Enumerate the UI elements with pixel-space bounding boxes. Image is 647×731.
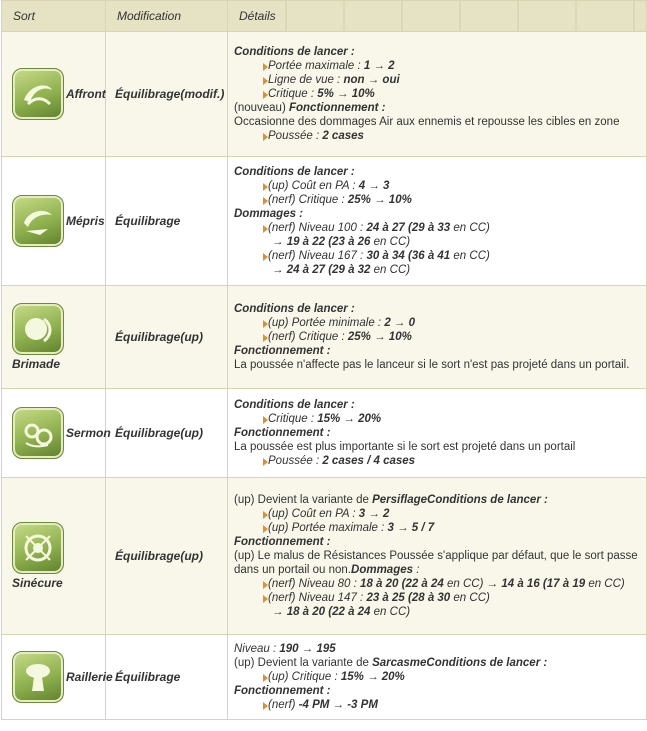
modification-cell: Équilibrage bbox=[106, 635, 228, 720]
modification-cell: Équilibrage(up) bbox=[106, 478, 228, 635]
details-cell: Conditions de lancer : (up) Portée minimale : 2 → 0 (nerf) Critique : 25% → 10% Fonctionnement : La poussée n'affecte pas le lanceur si le sort n'est pas projeté dans un portail. bbox=[228, 286, 647, 389]
sermon-spell-icon bbox=[12, 407, 64, 459]
details-cell: Niveau : 190 → 195 (up) Devient la variante de SarcasmeConditions de lancer : (up) Critique : 15% → 20% Fonctionnement : (nerf) -4 PM → -3 PM bbox=[228, 635, 647, 720]
sort-cell bbox=[2, 478, 106, 635]
spell-name: Raillerie bbox=[66, 670, 113, 684]
sort-cell bbox=[2, 32, 106, 157]
header-sort: Sort bbox=[2, 1, 106, 32]
table-row bbox=[2, 32, 647, 157]
modification-cell: Équilibrage(modif.) bbox=[106, 32, 228, 157]
spell-name: Sinécure bbox=[12, 576, 63, 590]
details-cell: Conditions de lancer : (up) Coût en PA : 4 → 3 (nerf) Critique : 25% → 10% Dommages : (nerf) Niveau 100 : 24 à 27 (29 à 33 en CC) → 19 à 22 (23 à 26 en CC) (nerf) Niveau 167 : 30 à 34 (36 à 41 en CC) → 24 à 27 (29 à 32 en CC) bbox=[228, 157, 647, 286]
table-row bbox=[2, 286, 647, 389]
header-modification: Modification bbox=[106, 1, 228, 32]
sort-cell bbox=[2, 286, 106, 389]
spell-name: Brimade bbox=[12, 357, 61, 371]
table-row bbox=[2, 157, 647, 286]
spell-name: Sermon bbox=[66, 426, 111, 440]
sinecure-spell-icon bbox=[12, 522, 64, 574]
table-row bbox=[2, 389, 647, 478]
spell-name: Affront bbox=[66, 87, 106, 101]
modification-cell: Équilibrage(up) bbox=[106, 389, 228, 478]
sort-cell bbox=[2, 389, 111, 478]
table-row bbox=[2, 635, 647, 720]
sort-cell bbox=[2, 635, 113, 720]
sort-cell bbox=[2, 157, 106, 286]
spell-changes-table bbox=[1, 0, 647, 720]
table-header-row bbox=[2, 1, 647, 32]
mepris-spell-icon bbox=[12, 195, 64, 247]
spell-name: Mépris bbox=[66, 214, 105, 228]
header-details: Détails bbox=[228, 1, 647, 32]
modification-cell: Équilibrage(up) bbox=[106, 286, 228, 389]
modification-cell: Équilibrage bbox=[106, 157, 228, 286]
brimade-spell-icon bbox=[12, 303, 64, 355]
table-row bbox=[2, 478, 647, 635]
details-cell: (up) Devient la variante de PersiflageConditions de lancer : (up) Coût en PA : 3 → 2 (up) Portée maximale : 3 → 5 / 7 Fonctionnement : (up) Le malus de Résistances Poussée s'applique par défaut, que le sort passe dans un portail ou non.Dommages : (nerf) Niveau 80 : 18 à 20 (22 à 24 en CC) → 14 à 16 (17 à 19 en CC) (nerf) Niveau 147 : 23 à 25 (28 à 30 en CC) → 18 à 20 (22 à 24 en CC) bbox=[228, 478, 647, 635]
details-cell: Conditions de lancer : Portée maximale : 1 → 2 Ligne de vue : non → oui Critique : 5% → 10% (nouveau) Fonctionnement : Occasionne des dommages Air aux ennemis et repousse les cibles en zone Poussée : 2 cases bbox=[228, 32, 647, 157]
details-cell: Conditions de lancer : Critique : 15% → 20% Fonctionnement : La poussée est plus importante si le sort est projeté dans un portail Poussée : 2 cases / 4 cases bbox=[228, 389, 647, 478]
raillerie-spell-icon bbox=[12, 651, 64, 703]
affront-spell-icon bbox=[12, 68, 64, 120]
